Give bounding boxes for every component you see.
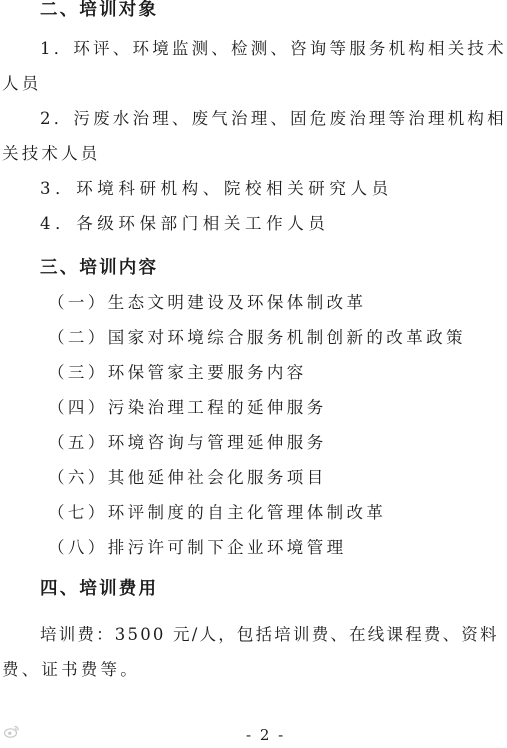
content-item-8: （八）排污许可制下企业环境管理 [48, 538, 347, 557]
object-item-4: 4．各级环保部门相关工作人员 [40, 214, 330, 233]
section-heading-content: 三、培训内容 [40, 258, 159, 278]
object-item-3: 3．环境科研机构、院校相关研究人员 [40, 179, 393, 198]
object-item-1-line-1: 1．环评、环境监测、检测、咨询等服务机构相关技术 [40, 39, 507, 58]
fees-line-1: 培训费：3500 元/人，包括培训费、在线课程费、资料 [40, 625, 499, 644]
content-item-2: （二）国家对环境综合服务机制创新的改革政策 [48, 328, 466, 347]
content-item-4: （四）污染治理工程的延伸服务 [48, 398, 327, 417]
object-item-1-line-2: 人员 [2, 74, 42, 93]
watermark [4, 724, 20, 738]
content-item-5: （五）环境咨询与管理延伸服务 [48, 433, 327, 452]
section-heading-objects: 二、培训对象 [40, 0, 159, 20]
section-heading-fees: 四、培训费用 [40, 579, 159, 599]
content-item-6: （六）其他延伸社会化服务项目 [48, 468, 327, 487]
object-item-2-line-1: 2．污废水治理、废气治理、固危废治理等治理机构相 [40, 109, 507, 128]
page-number: - 2 - [246, 726, 286, 744]
content-item-1: （一）生态文明建设及环保体制改革 [48, 293, 367, 312]
fees-line-2: 费、证书费等。 [2, 660, 140, 679]
weibo-icon [4, 724, 20, 738]
content-item-7: （七）环评制度的自主化管理体制改革 [48, 503, 387, 522]
object-item-2-line-2: 关技术人员 [2, 144, 101, 163]
content-item-3: （三）环保管家主要服务内容 [48, 363, 307, 382]
